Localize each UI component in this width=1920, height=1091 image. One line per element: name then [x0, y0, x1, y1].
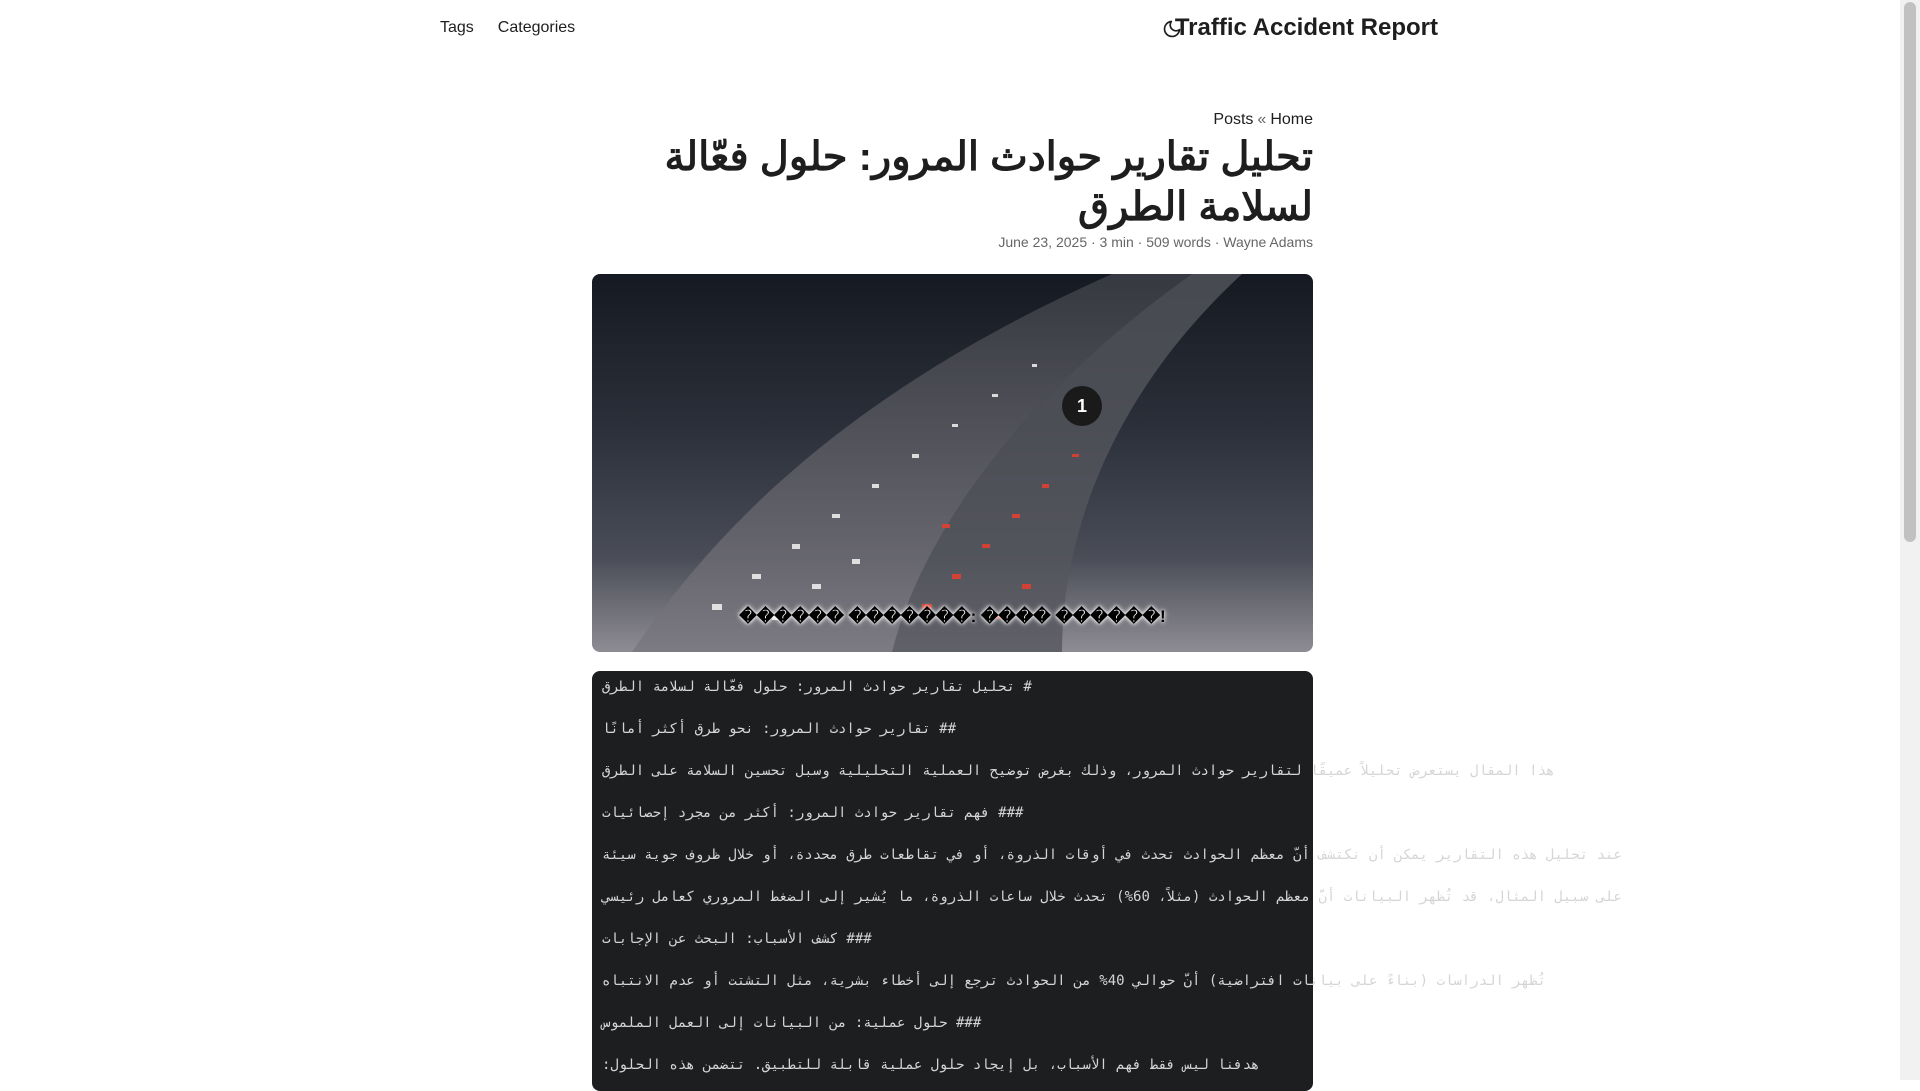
cover-caption: ������ �������: ���� ������!: [739, 607, 1166, 626]
post-meta: June 23, 2025 · 3 min · 509 words · Wayne Adams: [998, 234, 1313, 250]
code-line: # تحليل تقارير حوادث المرور: حلول فعّالة لسلامة الطرق: [602, 679, 1032, 695]
breadcrumb: [1213, 111, 1313, 129]
breadcrumb-posts[interactable]: Posts: [1213, 111, 1254, 128]
code-line: هدفنا ليس فقط فهم الأسباب، بل إيجاد حلول عملية قابلة للتطبيق. تتضمن هذه الحلول:: [602, 1057, 1260, 1073]
code-line: ### فهم تقارير حوادث المرور: أكثر من مجرد إحصائيات: [602, 805, 1024, 821]
page-scrollbar[interactable]: [1900, 0, 1920, 1080]
breadcrumb-separator: «: [1257, 111, 1267, 128]
code-block: [592, 671, 1622, 1091]
moon-icon[interactable]: [1162, 19, 1182, 39]
code-line: ### حلول عملية: من البيانات إلى العمل الملموس: [602, 1015, 982, 1031]
traffic-highway-illustration: [592, 274, 1313, 652]
menu-item-tags[interactable]: Tags: [440, 19, 474, 36]
post-title: تحليل تقارير حوادث المرور: حلول فعّالة لسلامة الطرق: [664, 135, 1313, 229]
code-line: تُظهر الدراسات (بناءً على بيانات افتراضية) أنّ حوالي 40% من الحوادث ترجع إلى أخطاء بشرية، مثل التشتت أو عدم الانتباه: [602, 973, 1547, 989]
code-line: ## تقارير حوادث المرور: نحو طرق أكثر أمانًا: [602, 721, 957, 737]
breadcrumb-home[interactable]: Home: [1270, 111, 1313, 128]
site-header: [0, 0, 1900, 60]
code-line: عند تحليل هذه التقارير يمكن أن نكتشف أنّ معظم الحوادث تحدث في أوقات الذروة، أو في تقاطعات طرق محددة، أو خلال ظروف جوية سيئة: [602, 847, 1622, 863]
menu-item-categories[interactable]: Categories: [497, 19, 576, 36]
cover-image: [592, 274, 1313, 652]
scrollbar-thumb[interactable]: [1904, 2, 1916, 542]
code-line: ### كشف الأسباب: البحث عن الإجابات: [602, 931, 872, 947]
code-line: على سبيل المثال، قد تُظهر البيانات أنّ معظم الحوادث (مثلاً، 60%) تحدث خلال ساعات الذروة، ما يُشير إلى الضغط المروري كعامل رئيسي: [602, 889, 1622, 905]
code-line: هذا المقال يستعرض تحليلاً عميقًا لتقارير حوادث المرور، وذلك بغرض توضيح العملية التحليلية وسبل تحسين السلامة على الطرق: [602, 763, 1555, 779]
cover-badge: 1: [1062, 386, 1102, 426]
site-logo[interactable]: Traffic Accident Report: [1174, 14, 1438, 41]
main-menu: [440, 19, 575, 37]
